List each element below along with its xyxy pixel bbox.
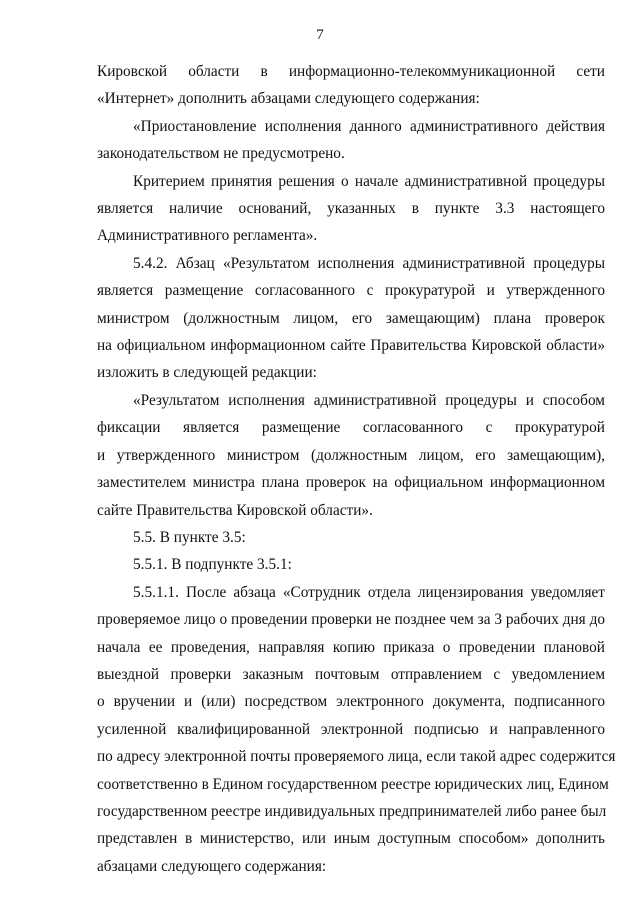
text-line: и утвержденного министром (должностным лицом, его замещающим), <box>97 446 605 464</box>
text-line: государственном реестре индивидуальных предпринимателей либо ранее был <box>97 802 607 820</box>
paragraph-7 <box>97 551 605 578</box>
text-line: Кировской области в информационно-телекоммуникационной сети <box>97 63 605 80</box>
text-line: законодательством не предусмотрено. <box>97 145 345 163</box>
text-line: «Приостановление исполнения данного административного действия <box>133 117 605 135</box>
text-line: 5.5. В пункте 3.5: <box>133 528 246 546</box>
text-line: Административного регламента». <box>97 227 318 245</box>
page-number: 7 <box>316 27 324 43</box>
paragraph-5 <box>97 387 605 524</box>
text-line: 5.5.1.1. После абзаца «Сотрудник отдела лицензирования уведомляет <box>133 583 605 601</box>
paragraph-1 <box>97 58 605 113</box>
text-line: «Интернет» дополнить абзацами следующего содержания: <box>97 90 480 108</box>
text-line: заместителем министра плана проверок на официальном информационном <box>97 474 605 492</box>
text-line: проверяемое лицо о проведении проверки не позднее чем за 3 рабочих дня до <box>97 611 605 629</box>
text-line: 5.5.1. В подпункте 3.5.1: <box>133 556 292 574</box>
text-line: Критерием принятия решения о начале административной процедуры <box>133 172 605 190</box>
text-line: на официальном информационном сайте Правительства Кировской области» <box>97 337 605 355</box>
text-line: выездной проверки заказным почтовым отправлением с уведомлением <box>97 665 605 683</box>
text-line: «Результатом исполнения административной процедуры и способом <box>133 391 605 409</box>
text-line: абзацами следующего содержания: <box>97 857 327 875</box>
text-line: усиленной квалифицированной электронной подписью и направленного <box>97 720 605 738</box>
text-line: министром (должностным лицом, его замещающим) плана проверок <box>97 309 605 327</box>
paragraph-6 <box>97 524 605 551</box>
text-line: фиксации является размещение согласованного с прокуратурой <box>97 419 605 437</box>
text-line: является наличие оснований, указанных в пункте 3.3 настоящего <box>97 200 605 218</box>
text-line: соответственно в Едином государственном реестре юридических лиц, Едином <box>97 775 609 793</box>
text-line: сайте Правительства Кировской области». <box>97 501 373 519</box>
paragraph-3 <box>97 168 605 250</box>
paragraph-8 <box>97 579 616 880</box>
paragraph-2 <box>97 113 605 168</box>
text-line: начала ее проведения, направляя копию приказа о проведении плановой <box>97 638 605 656</box>
document-body <box>97 58 616 880</box>
paragraph-4 <box>97 250 605 387</box>
text-line: 5.4.2. Абзац «Результатом исполнения административной процедуры <box>133 254 605 272</box>
text-line: представлен в министерство, или иным доступным способом» дополнить <box>97 830 605 848</box>
text-line: по адресу электронной почты проверяемого лица, если такой адрес содержится <box>97 748 616 766</box>
text-line: изложить в следующей редакции: <box>97 364 317 382</box>
text-line: о вручении и (или) посредством электронного документа, подписанного <box>97 693 605 711</box>
text-line: является размещение согласованного с прокуратурой и утвержденного <box>97 282 605 300</box>
